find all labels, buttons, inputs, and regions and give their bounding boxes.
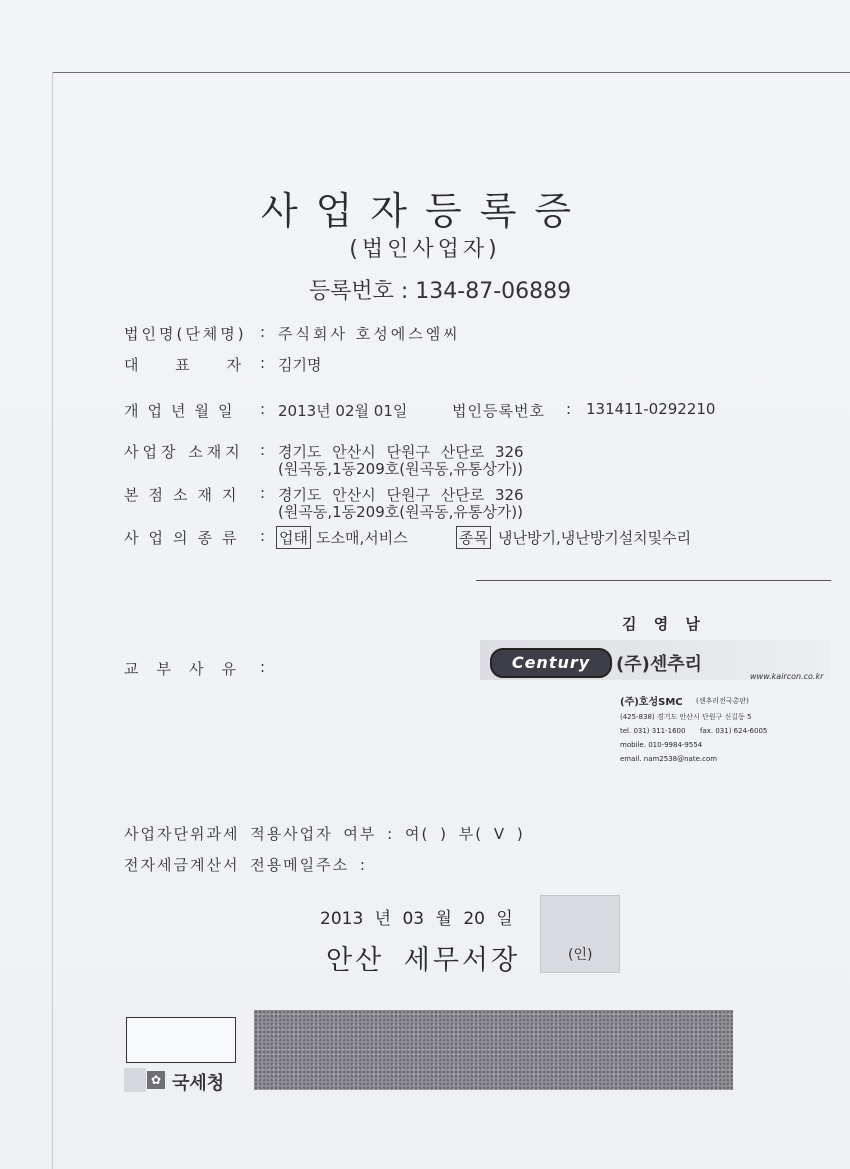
site-address-line2: (원곡동,1동209호(원곡동,유통상가)) xyxy=(278,460,523,478)
tax-office-name: 안산 세무서장 xyxy=(326,945,521,976)
card-company: (주)센추리 xyxy=(616,654,703,675)
colon: : xyxy=(566,400,572,418)
site-address-line1: 경기도 안산시 단원구 산단로 326 xyxy=(278,443,524,461)
card-website: www.kaircon.co.kr xyxy=(750,672,824,681)
business-item-tag: 종목 xyxy=(456,526,491,549)
hq-address-line2: (원곡동,1동209호(원곡동,유통상가)) xyxy=(278,503,523,521)
colon: : xyxy=(260,527,266,545)
business-type-label: 사업의종류 xyxy=(124,529,247,547)
corp-name-label: 법인명(단체명) xyxy=(124,325,247,343)
card-fax: fax. 031) 624-6005 xyxy=(700,727,768,735)
seal-mark: (인) xyxy=(568,947,593,963)
card-dealer: (주)호성SMC xyxy=(620,697,683,708)
registration-number: 등록번호 : 134-87-06889 xyxy=(308,279,572,304)
card-tel: tel. 031) 311-1600 xyxy=(620,727,686,735)
corp-reg-label: 법인등록번호 xyxy=(452,402,545,420)
redacted-area xyxy=(254,1010,733,1090)
e-invoice-email-line: 전자세금계산서 전용메일주소 : xyxy=(124,856,367,874)
reissue-reason-label: 교부사유 xyxy=(124,660,254,678)
page-edge-top xyxy=(52,72,850,73)
agency-band xyxy=(124,1068,146,1092)
corp-reg-value: 131411-0292210 xyxy=(586,400,716,418)
hq-address-line1: 경기도 안산시 단원구 산단로 326 xyxy=(278,486,524,504)
card-address: (425-838) 경기도 안산시 단원구 신길동 5 xyxy=(620,713,752,721)
business-category-tag: 업태 xyxy=(276,526,311,549)
card-mobile: mobile. 010-9984-9554 xyxy=(620,741,703,749)
issue-date: 2013 년 03 월 20 일 xyxy=(320,909,513,929)
colon: : xyxy=(260,354,266,372)
agency-name: 국세청 xyxy=(172,1073,225,1094)
card-dealer-note: (센추리전국총판) xyxy=(696,697,749,705)
document-title: 사업자등록증 xyxy=(260,189,590,233)
blank-box xyxy=(126,1017,236,1063)
nts-emblem-icon: ✿ xyxy=(147,1071,165,1089)
colon: : xyxy=(260,441,266,459)
divider-line xyxy=(476,580,831,581)
colon: : xyxy=(260,658,266,676)
representative-value: 김기명 xyxy=(278,356,322,374)
corp-name-value: 주식회사 호성에스엠씨 xyxy=(278,325,461,343)
unit-taxation-line: 사업자단위과세 적용사업자 여부 : 여( ) 부( V ) xyxy=(124,825,525,843)
business-item-value: 냉난방기,냉난방기설치및수리 xyxy=(498,529,692,547)
business-category-value: 도소매,서비스 xyxy=(316,529,408,547)
site-address-label: 사업장 소재지 xyxy=(124,443,244,461)
representative-label: 대 표 자 xyxy=(124,356,258,374)
card-email: email. nam2538@nate.com xyxy=(620,755,718,763)
hq-address-label: 본점소재지 xyxy=(124,486,247,504)
open-date-label: 개업년월일 xyxy=(124,402,242,420)
colon: : xyxy=(260,323,266,341)
colon: : xyxy=(260,400,266,418)
century-logo: Century xyxy=(490,648,612,678)
document-subtitle: (법인사업자) xyxy=(349,237,501,262)
open-date-value: 2013년 02월 01일 xyxy=(278,402,408,420)
colon: : xyxy=(260,484,266,502)
card-person-name: 김 영 남 xyxy=(622,615,706,633)
